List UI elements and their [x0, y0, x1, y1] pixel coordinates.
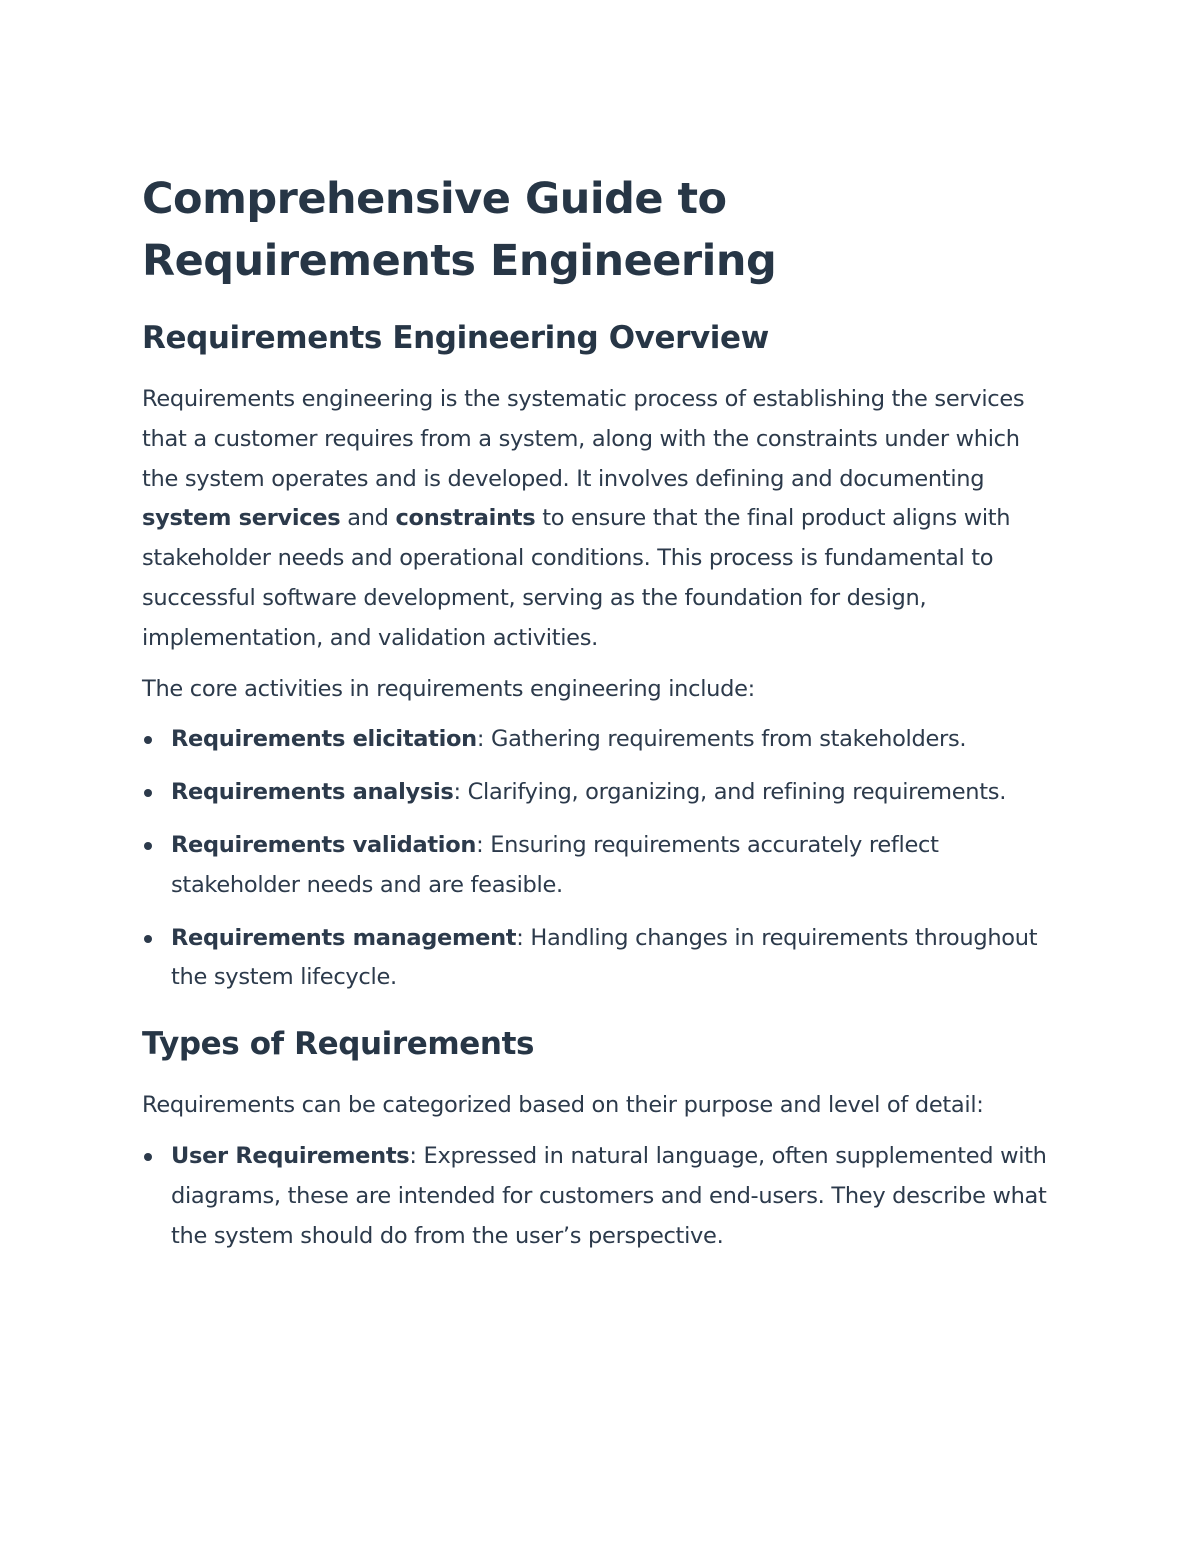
- list-item-desc: Ensuring requirements accurately reflect stakeholder needs and are feasible.: [171, 831, 939, 898]
- overview-bold-constraints: constraints: [395, 505, 536, 532]
- list-item-desc: Clarifying, organizing, and refining requirements.: [460, 779, 1007, 806]
- bullet-icon: [144, 935, 152, 943]
- list-item-term: Requirements management: [171, 924, 517, 951]
- list-item-term: User Requirements: [171, 1142, 410, 1169]
- list-item-separator: :: [476, 831, 484, 858]
- list-item-term: Requirements validation: [171, 831, 477, 858]
- overview-paragraph: [142, 380, 1062, 659]
- list-item-term: Requirements analysis: [171, 779, 454, 806]
- list-item-desc: Expressed in natural language, often supplemented with diagrams, these are intended for customers and end-users. They describe what the system should do from the user’s perspective.: [171, 1142, 1047, 1249]
- list-item-separator: :: [453, 779, 461, 806]
- overview-text-part3: to ensure that the final product aligns with stakeholder needs and operational conditions. This process is fundamental to successful software development, serving as the foundation for design, implementation, and validation activities.: [142, 505, 1011, 651]
- document-page: [142, 168, 1062, 1269]
- list-item-separator: :: [409, 1142, 417, 1169]
- section-heading-overview: Requirements Engineering Overview: [142, 320, 769, 356]
- section-heading-types: Types of Requirements: [142, 1026, 535, 1063]
- list-item: [142, 919, 1062, 999]
- bullet-icon: [144, 789, 152, 797]
- types-intro: Requirements can be categorized based on their purpose and level of detail:: [142, 1092, 984, 1119]
- overview-text-part1: Requirements engineering is the systematic process of establishing the services that a customer requires from a system, along with the constraints under which the system operates and is developed. It involves defining and documenting: [142, 386, 1025, 492]
- types-list: [142, 1137, 1062, 1256]
- bullet-icon: [144, 842, 152, 850]
- list-item-term: Requirements elicitation: [171, 726, 477, 753]
- bullet-icon: [144, 736, 152, 744]
- list-item: [142, 1137, 1062, 1256]
- list-item-separator: :: [516, 924, 524, 951]
- document-title: Comprehensive Guide to Requirements Engineering: [142, 174, 777, 286]
- bullet-icon: [144, 1153, 152, 1161]
- overview-text-part2: and: [340, 505, 396, 532]
- list-item-desc: Handling changes in requirements throughout the system lifecycle.: [171, 924, 1038, 991]
- list-item: [142, 826, 1062, 906]
- overview-bold-system-services: system services: [142, 505, 341, 532]
- list-item: [142, 720, 1062, 760]
- activities-list: [142, 720, 1062, 998]
- list-item-separator: :: [476, 726, 485, 753]
- activities-lead: The core activities in requirements engineering include:: [142, 675, 755, 702]
- list-item-desc: Gathering requirements from stakeholders.: [484, 726, 967, 753]
- list-item: [142, 773, 1062, 813]
